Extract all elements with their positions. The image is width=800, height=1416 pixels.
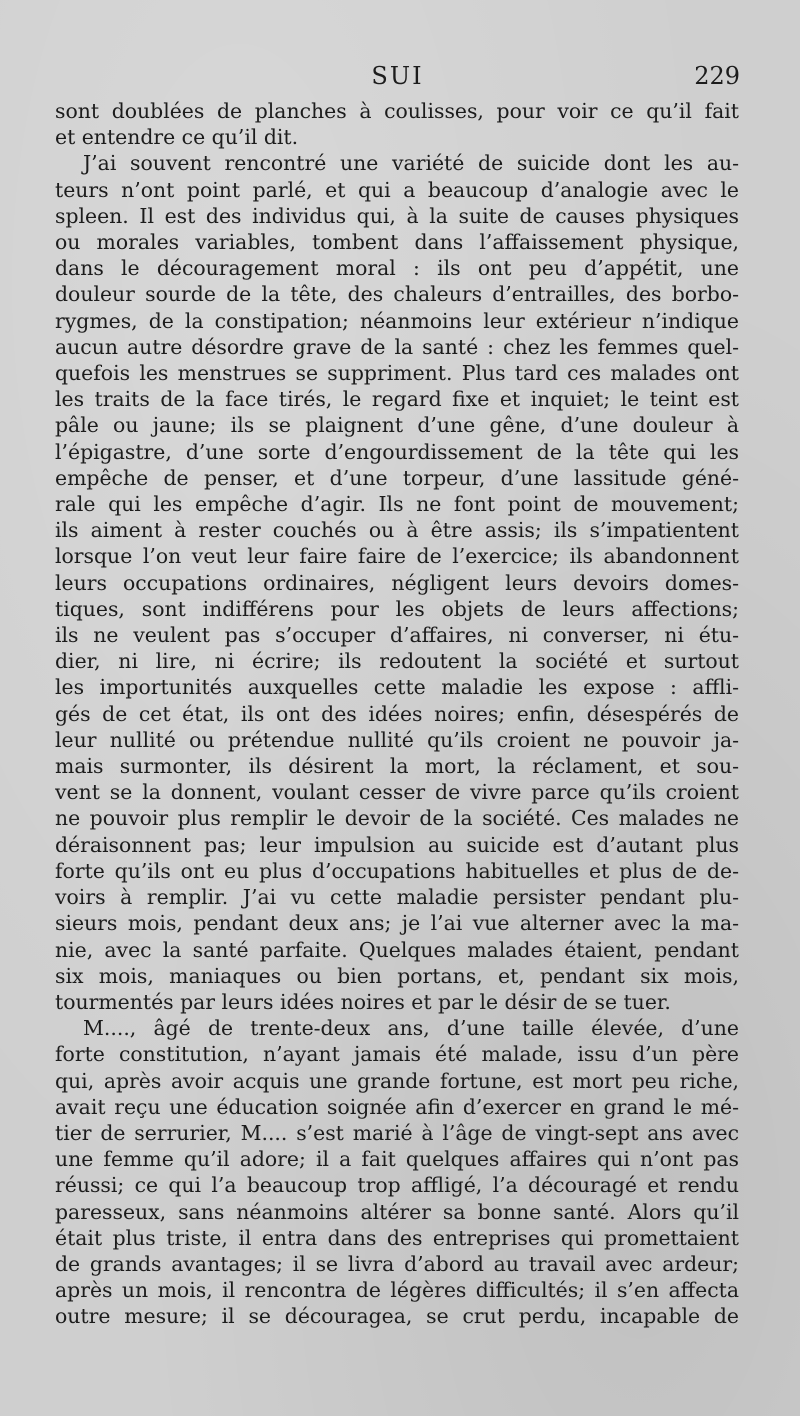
text-line: quefois les menstrues se suppriment. Plus tard ces malades ont xyxy=(55,361,739,386)
text-line: M...., âgé de trente-deux ans, d’une taille élevée, d’une xyxy=(83,1016,739,1041)
text-line: paresseux, sans néanmoins altérer sa bonne santé. Alors qu’il xyxy=(55,1199,739,1224)
text-line: pâle ou jaune; ils se plaignent d’une gêne, d’une douleur à xyxy=(55,413,739,438)
text-line: aucun autre désordre grave de la santé : chez les femmes quel- xyxy=(55,334,739,359)
body-text xyxy=(55,98,739,1330)
text-line: déraisonnent pas; leur impulsion au suicide est d’autant plus xyxy=(55,832,739,857)
text-line: dier, ni lire, ni écrire; ils redoutent la société et surtout xyxy=(55,649,739,674)
text-line: les traits de la face tirés, le regard fixe et inquiet; le teint est xyxy=(55,387,739,412)
text-line: empêche de penser, et d’une torpeur, d’une lassitude géné- xyxy=(55,465,739,490)
text-line: ils ne veulent pas s’occuper d’affaires, ni converser, ni étu- xyxy=(55,623,739,648)
text-line: voirs à remplir. J’ai vu cette maladie persister pendant plu- xyxy=(55,885,739,910)
page-header xyxy=(55,62,740,98)
text-line: tourmentés par leurs idées noires et par le désir de se tuer. xyxy=(55,989,671,1014)
text-line: lorsque l’on veut leur faire faire de l’exercice; ils abandonnent xyxy=(55,544,739,569)
text-line: ou morales variables, tombent dans l’affaissement physique, xyxy=(55,230,739,255)
text-line: teurs n’ont point parlé, et qui a beaucoup d’analogie avec le xyxy=(55,177,739,202)
text-line: l’épigastre, d’une sorte d’engourdissement de la tête qui les xyxy=(55,439,739,464)
text-line: de grands avantages; il se livra d’abord au travail avec ardeur; xyxy=(55,1251,739,1276)
page-number: 229 xyxy=(694,62,740,90)
text-line: réussi; ce qui l’a beaucoup trop affligé, l’a découragé et rendu xyxy=(55,1173,739,1198)
text-line: ils aiment à rester couchés ou à être assis; ils s’impatientent xyxy=(55,518,739,543)
text-line: six mois, maniaques ou bien portans, et, pendant six mois, xyxy=(55,963,739,988)
text-line: après un mois, il rencontra de légères difficultés; il s’en affecta xyxy=(55,1278,739,1303)
text-line: les importunités auxquelles cette maladie les expose : affli- xyxy=(55,675,739,700)
text-line: spleen. Il est des individus qui, à la suite de causes physiques xyxy=(55,203,739,228)
text-line: forte qu’ils ont eu plus d’occupations habituelles et plus de de- xyxy=(55,858,739,883)
text-line: une femme qu’il adore; il a fait quelques affaires qui n’ont pas xyxy=(55,1147,739,1172)
text-line: gés de cet état, ils ont des idées noires; enfin, désespérés de xyxy=(55,701,739,726)
text-line: rygmes, de la constipation; néanmoins leur extérieur n’indique xyxy=(55,308,739,333)
text-line: ne pouvoir plus remplir le devoir de la société. Ces malades ne xyxy=(55,806,739,831)
text-line: mais surmonter, ils désirent la mort, la réclament, et sou- xyxy=(55,754,739,779)
text-line: était plus triste, il entra dans des entreprises qui promettaient xyxy=(55,1225,739,1250)
text-line: tier de serrurier, M.... s’est marié à l’âge de vingt-sept ans avec xyxy=(55,1120,739,1145)
text-line: dans le découragement moral : ils ont peu d’appétit, une xyxy=(55,256,739,281)
text-line: nie, avec la santé parfaite. Quelques malades étaient, pendant xyxy=(55,937,739,962)
text-line: leurs occupations ordinaires, négligent leurs devoirs domes- xyxy=(55,570,739,595)
text-line: qui, après avoir acquis une grande fortune, est mort peu riche, xyxy=(55,1068,739,1093)
text-line: vent se la donnent, voulant cesser de vivre parce qu’ils croient xyxy=(55,780,739,805)
text-line: leur nullité ou prétendue nullité qu’ils croient ne pouvoir ja- xyxy=(55,727,739,752)
text-line: et entendre ce qu’il dit. xyxy=(55,125,299,150)
text-line: forte constitution, n’ayant jamais été malade, issu d’un père xyxy=(55,1042,739,1067)
text-line: tiques, sont indifférens pour les objets de leurs affections; xyxy=(55,596,739,621)
text-line: rale qui les empêche d’agir. Ils ne font point de mouvement; xyxy=(55,492,739,517)
text-line: J’ai souvent rencontré une variété de suicide dont les au- xyxy=(83,151,739,176)
text-line: outre mesure; il se découragea, se crut perdu, incapable de xyxy=(55,1304,739,1329)
text-line: douleur sourde de la tête, des chaleurs d’entrailles, des borbo- xyxy=(55,282,739,307)
running-head: SUI xyxy=(371,62,424,90)
text-line: sont doublées de planches à coulisses, pour voir ce qu’il fait xyxy=(55,99,739,123)
text-line: avait reçu une éducation soignée afin d’exercer en grand le mé- xyxy=(55,1094,739,1119)
text-line: sieurs mois, pendant deux ans; je l’ai vue alterner avec la ma- xyxy=(55,911,739,936)
